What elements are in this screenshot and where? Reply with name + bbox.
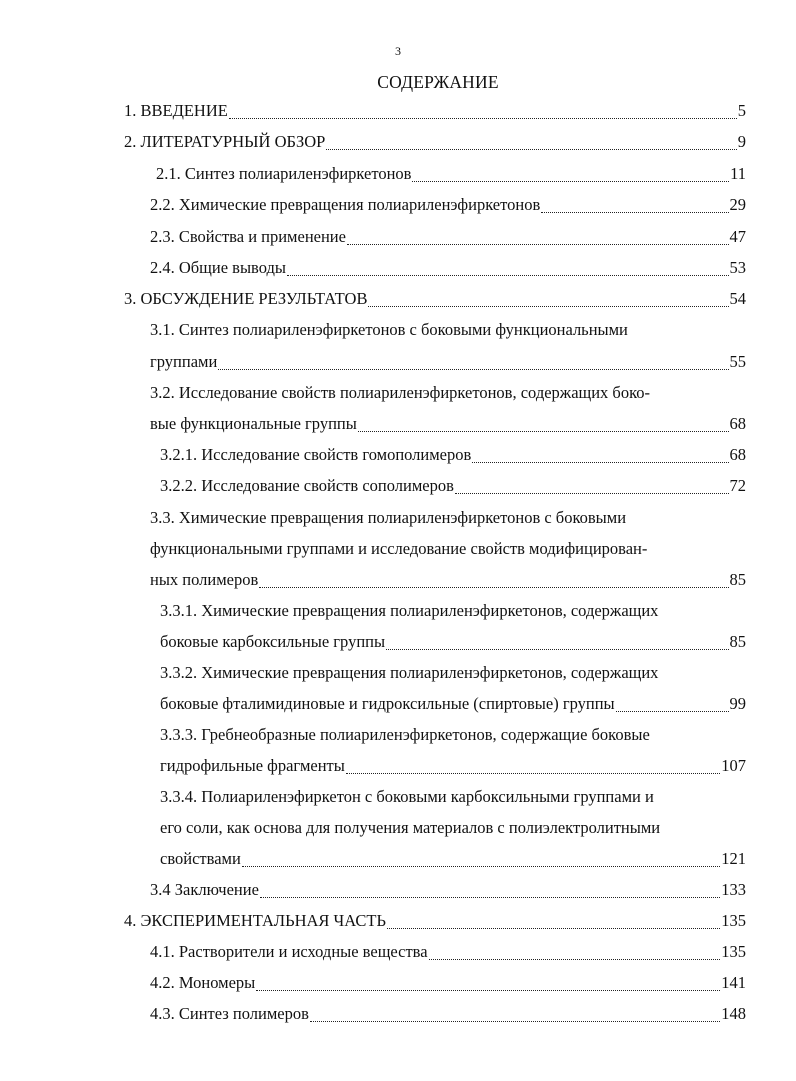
toc-entry-label: 4.2. Мономеры (150, 973, 256, 992)
toc-entry-page: 53 (729, 258, 746, 277)
toc-leader-dots (429, 959, 721, 960)
toc-entry-page: 55 (729, 352, 746, 371)
toc-leader-dots (326, 149, 736, 150)
toc-entry-label: гидрофильные фрагменты (160, 756, 345, 775)
toc-entry-page: 72 (729, 476, 746, 495)
toc-entry-label: 3.3.3. Гребнеобразные полиариленэфиркетонов, содержащие боковые (160, 725, 650, 744)
toc-entry-3-3-1-line2 (160, 630, 746, 654)
toc-entry-label: вые функциональные группы (150, 414, 357, 433)
toc-entry-label: 1. ВВЕДЕНИЕ (124, 101, 228, 120)
toc-entry-page: 107 (721, 756, 746, 775)
toc-entry-3-2-line1 (150, 381, 746, 405)
toc-entry-3-3-3-line1 (160, 723, 746, 747)
toc-entry-3 (124, 287, 746, 311)
toc-title: СОДЕРЖАНИЕ (377, 72, 499, 92)
toc-leader-dots (347, 244, 729, 245)
toc-leader-dots (616, 711, 729, 712)
toc-entry-2 (124, 130, 746, 154)
toc-entry-4 (124, 909, 746, 933)
toc-leader-dots (346, 773, 720, 774)
toc-entry-label: функциональными группами и исследование свойств модифицирован- (150, 539, 648, 558)
toc-entry-3-3-4-line2 (160, 816, 746, 840)
toc-entry-2-1 (156, 162, 746, 186)
toc-entry-3-1-line2 (150, 350, 746, 374)
toc-leader-dots (541, 212, 728, 213)
toc-entry-page: 68 (729, 414, 746, 433)
toc-entry-label: 3.2.1. Исследование свойств гомополимеров (160, 445, 472, 464)
toc-entry-3-3-line1 (150, 506, 746, 530)
toc-entry-label: 3. ОБСУЖДЕНИЕ РЕЗУЛЬТАТОВ (124, 289, 368, 308)
toc-entry-4-1 (150, 940, 746, 964)
toc-entry-page: 85 (729, 632, 746, 651)
toc-entry-3-2-line2 (150, 412, 746, 436)
toc-entry-3-3-1-line1 (160, 599, 746, 623)
toc-entry-2-4 (150, 256, 746, 280)
toc-entry-page: 121 (721, 849, 746, 868)
toc-leader-dots (259, 587, 728, 588)
toc-entry-page: 5 (737, 101, 746, 120)
toc-entry-label: 4.3. Синтез полимеров (150, 1004, 309, 1023)
toc-entry-3-3-4-line3 (160, 847, 746, 871)
toc-entry-3-3-2-line2 (160, 692, 746, 716)
toc-entry-label: 2.2. Химические превращения полиариленэфиркетонов (150, 195, 541, 214)
toc-entry-page: 135 (721, 942, 746, 961)
toc-leader-dots (455, 493, 729, 494)
toc-leader-dots (310, 1021, 720, 1022)
toc-entry-label: 3.3.1. Химические превращения полиариленэфиркетонов, содержащих (160, 601, 659, 620)
toc-leader-dots (287, 275, 729, 276)
toc-entry-label: группами (150, 352, 218, 371)
toc-entry-label: 2.3. Свойства и применение (150, 227, 346, 246)
toc-entry-label: 3.4 Заключение (150, 880, 259, 899)
toc-entry-label: свойствами (160, 849, 241, 868)
toc-entry-2-2 (150, 193, 746, 217)
toc-entry-label: боковые фталимидиновые и гидроксильные (спиртовые) группы (160, 694, 615, 713)
toc-entry-label: 2.4. Общие выводы (150, 258, 286, 277)
toc-entry-3-2-1 (160, 443, 746, 467)
toc-leader-dots (242, 866, 720, 867)
toc-entry-page: 9 (737, 132, 746, 151)
toc-entry-label: 3.3. Химические превращения полиариленэфиркетонов с боковыми (150, 508, 627, 527)
toc-entry-4-2 (150, 971, 746, 995)
toc-entry-label: 3.3.4. Полиариленэфиркетон с боковыми карбоксильными группами и (160, 787, 654, 806)
toc-leader-dots (358, 431, 729, 432)
toc-leader-dots (472, 462, 728, 463)
toc-entry-page: 68 (729, 445, 746, 464)
toc-leader-dots (229, 118, 737, 119)
toc-entry-3-1-line1 (150, 318, 746, 342)
toc-entry-label: 3.2.2. Исследование свойств сополимеров (160, 476, 454, 495)
toc-entry-page: 99 (729, 694, 746, 713)
toc-entry-3-3-line3 (150, 568, 746, 592)
toc-entry-page: 29 (729, 195, 746, 214)
toc-entry-label: 3.3.2. Химические превращения полиариленэфиркетонов, содержащих (160, 663, 659, 682)
toc-entry-1 (124, 99, 746, 123)
toc-leader-dots (368, 306, 728, 307)
toc-entry-label: ных полимеров (150, 570, 259, 589)
toc-entry-label: 4.1. Растворители и исходные вещества (150, 942, 428, 961)
toc-entry-4-3 (150, 1002, 746, 1026)
toc-entry-3-3-3-line2 (160, 754, 746, 778)
toc-entry-label: его соли, как основа для получения материалов с полиэлектролитными (160, 818, 661, 837)
toc-entry-3-3-line2 (150, 537, 746, 561)
page-number: 3 (395, 44, 401, 58)
toc-entry-page: 11 (730, 164, 746, 183)
toc-entry-page: 54 (729, 289, 746, 308)
toc-leader-dots (386, 649, 728, 650)
toc-entry-label: 4. ЭКСПЕРИМЕНТАЛЬНАЯ ЧАСТЬ (124, 911, 386, 930)
toc-entry-page: 47 (729, 227, 746, 246)
toc-entry-3-3-2-line1 (160, 661, 746, 685)
toc-entry-page: 133 (721, 880, 746, 899)
toc-entry-label: 3.1. Синтез полиариленэфиркетонов с боковыми функциональными (150, 320, 628, 339)
toc-entry-label: боковые карбоксильные группы (160, 632, 386, 651)
toc-entry-label: 3.2. Исследование свойств полиариленэфиркетонов, содержащих боко- (150, 383, 650, 402)
toc-entry-page: 135 (721, 911, 746, 930)
toc-entry-2-3 (150, 225, 746, 249)
toc-entry-page: 148 (721, 1004, 746, 1023)
toc-leader-dots (387, 928, 720, 929)
toc-entry-3-2-2 (160, 474, 746, 498)
toc-leader-dots (256, 990, 720, 991)
toc-entry-page: 85 (729, 570, 746, 589)
toc-entry-page: 141 (721, 973, 746, 992)
toc-entry-3-3-4-line1 (160, 785, 746, 809)
toc-entry-label: 2. ЛИТЕРАТУРНЫЙ ОБЗОР (124, 132, 326, 151)
toc-entry-3-4 (150, 878, 746, 902)
toc-entry-label: 2.1. Синтез полиариленэфиркетонов (156, 164, 412, 183)
toc-leader-dots (218, 369, 728, 370)
toc-leader-dots (412, 181, 729, 182)
toc-leader-dots (260, 897, 720, 898)
